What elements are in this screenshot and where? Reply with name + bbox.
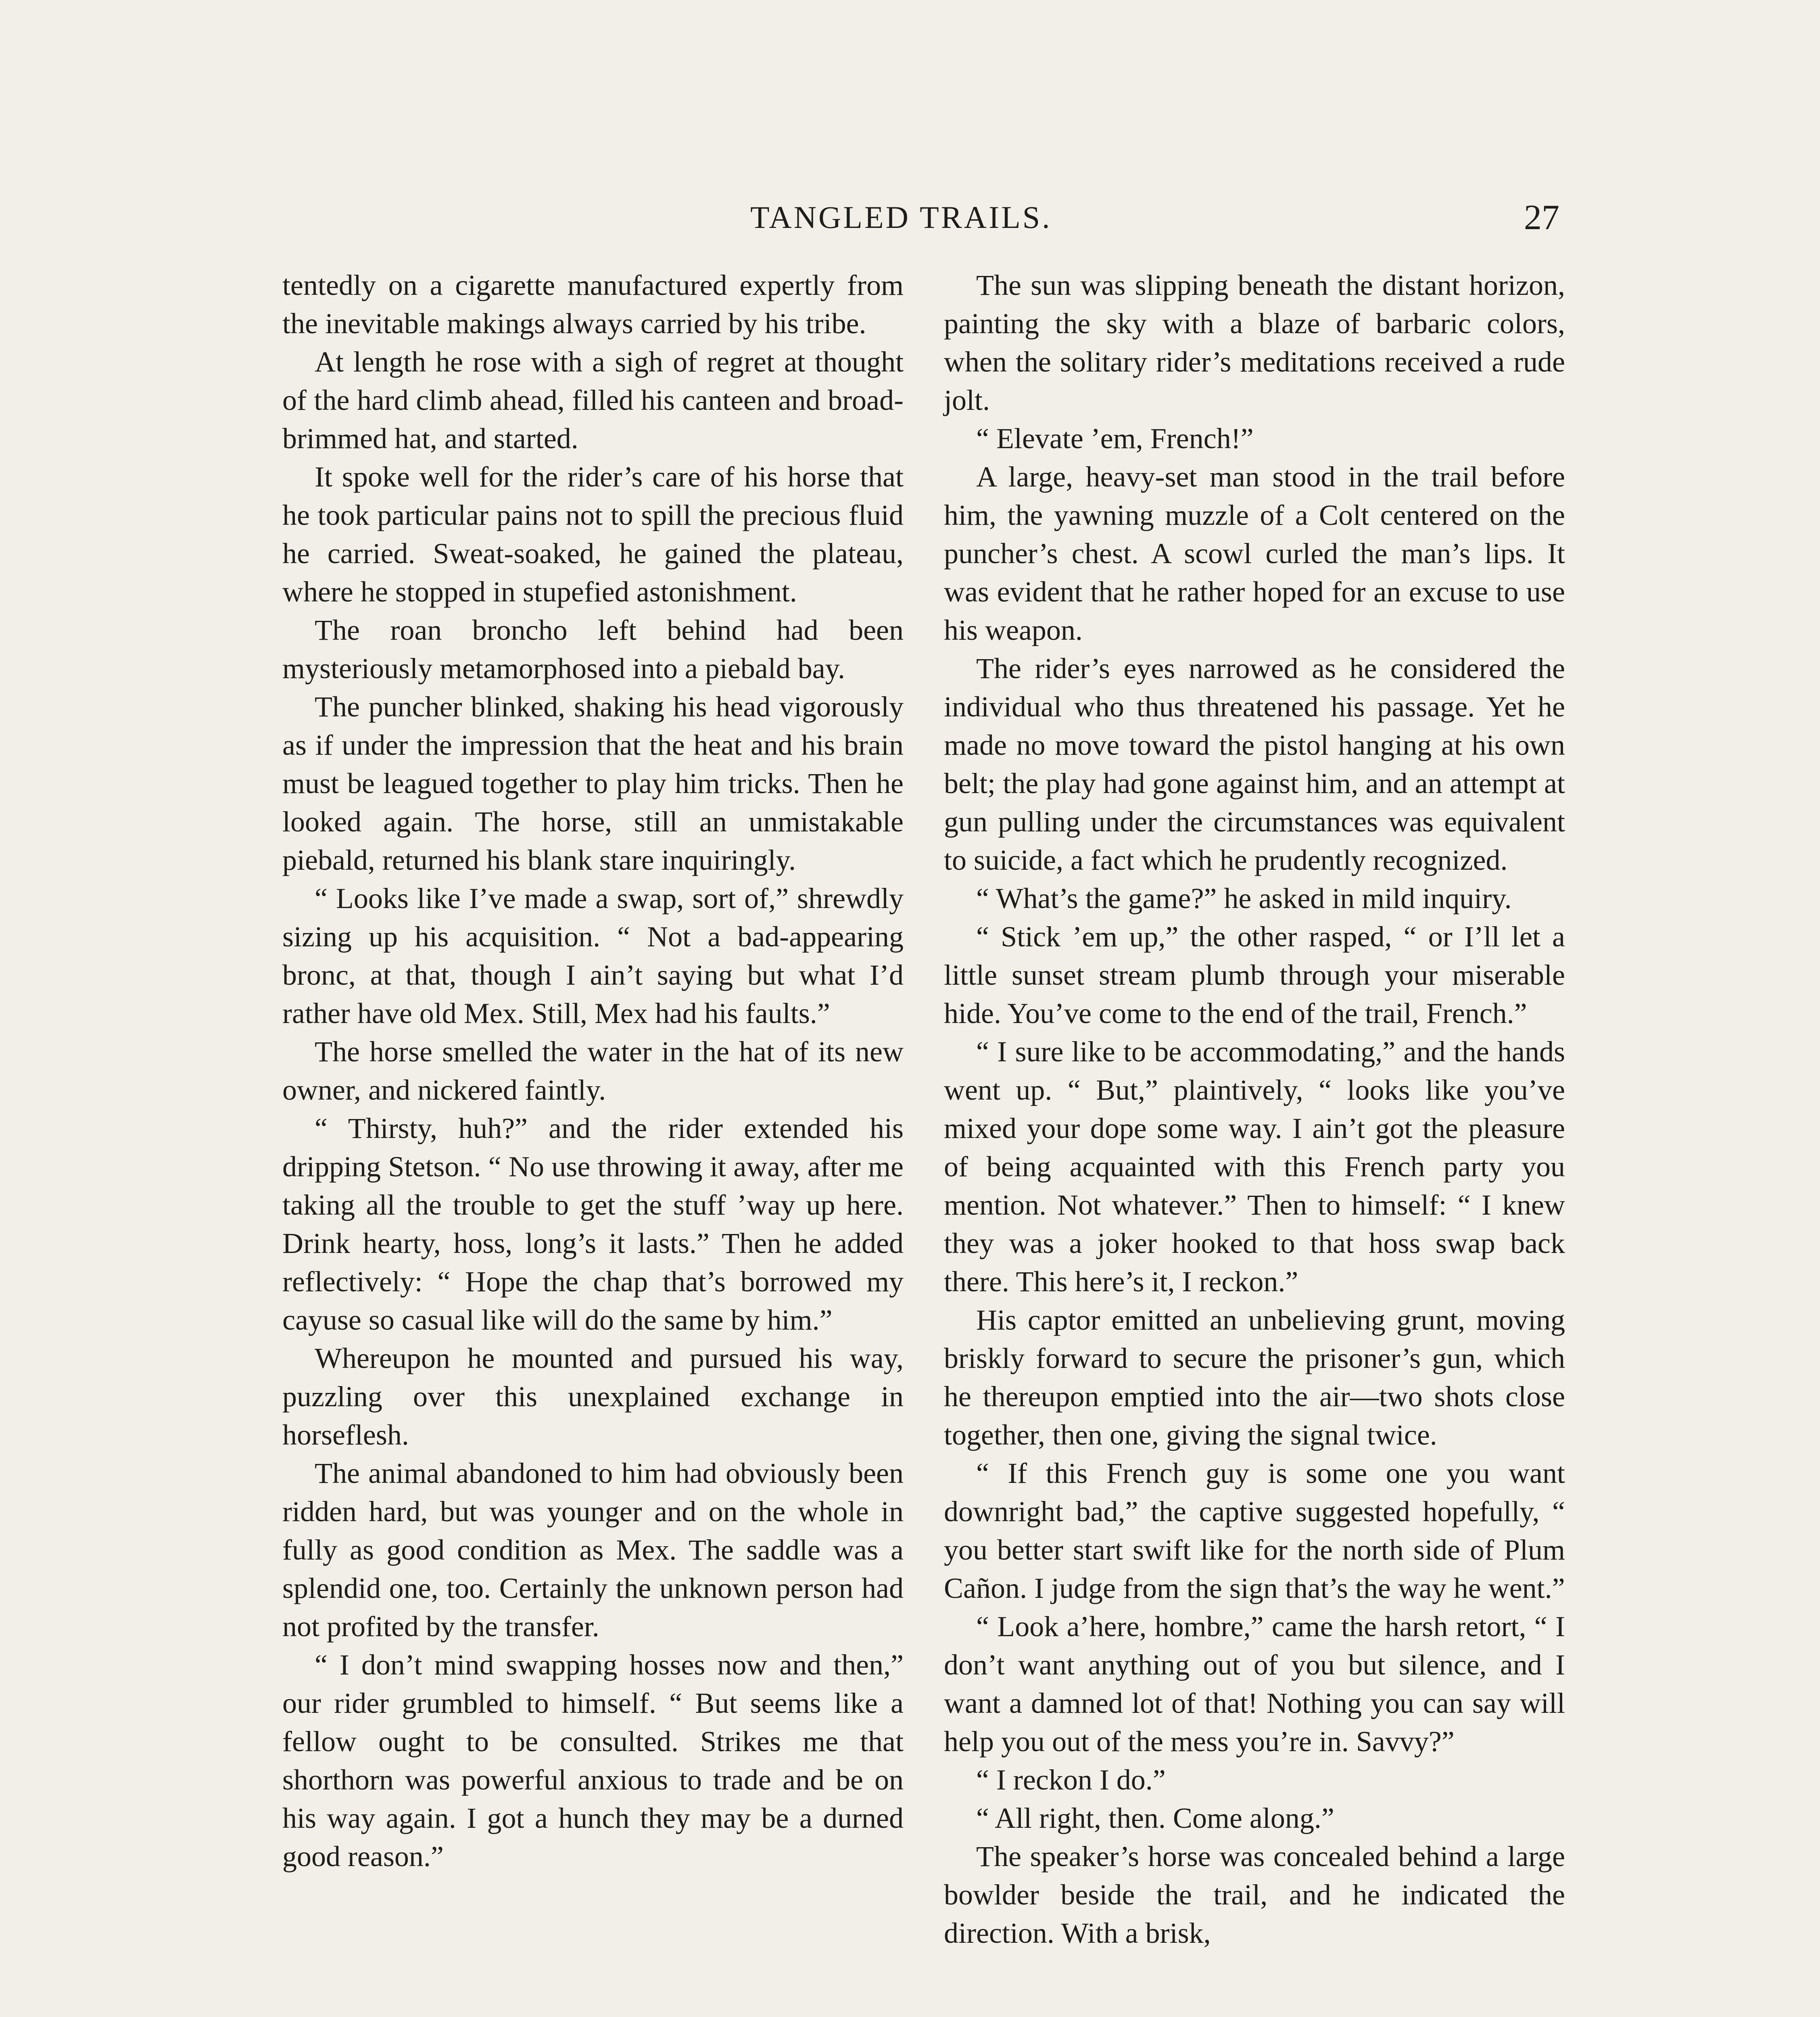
- paragraph: The rider’s eyes narrowed as he considered the individual who thus threatened his passage. Yet he made no move toward the pistol hanging at his own belt; the play had gone against him, and an attempt at gun pulling under the circumstances was equivalent to suicide, a fact which he prudently recognized.: [944, 652, 1565, 876]
- paragraph: The sun was slipping beneath the distant horizon, painting the sky with a blaze of barbaric colors, when the solitary rider’s meditations received a rude jolt.: [944, 269, 1565, 416]
- paragraph: “ Looks like I’ve made a swap, sort of,” shrewdly sizing up his acquisition. “ Not a bad-appearing bronc, at that, though I ain’t saying but what I’d rather have old Mex. Still, Mex had his faults.”: [282, 882, 904, 1029]
- paragraph: The roan broncho left behind had been mysteriously metamorphosed into a piebald bay.: [282, 614, 904, 685]
- paragraph: His captor emitted an unbelieving grunt, moving briskly forward to secure the prisoner’s gun, which he thereupon emptied into the air—two shots close together, then one, giving the signal twice.: [944, 1304, 1565, 1451]
- paragraph: Whereupon he mounted and pursued his way, puzzling over this unexplained exchange in horseflesh.: [282, 1342, 904, 1451]
- paragraph: The horse smelled the water in the hat of its new owner, and nickered faintly.: [282, 1036, 904, 1106]
- paragraph: tentedly on a cigarette manufactured expertly from the inevitable makings always carried by his tribe.: [282, 269, 904, 340]
- paragraph: At length he rose with a sigh of regret at thought of the hard climb ahead, filled his canteen and broad-brimmed hat, and started.: [282, 346, 904, 455]
- paragraph: “ Look a’here, hombre,” came the harsh retort, “ I don’t want anything out of you but silence, and I want a damned lot of that! Nothing you can say will help you out of the mess you’re in. Savvy?”: [944, 1610, 1565, 1758]
- paragraph: “ What’s the game?” he asked in mild inquiry.: [976, 882, 1512, 915]
- paragraph: The puncher blinked, shaking his head vigorously as if under the impression that the heat and his brain must be leagued together to play him tricks. Then he looked again. The horse, still an unmistakable piebald, returned his blank stare inquiringly.: [282, 691, 904, 876]
- paragraph: “ If this French guy is some one you want downright bad,” the captive suggested hopefully, “ you better start swift like for the north side of Plum Cañon. I judge from the sign that’s the way he went.”: [944, 1457, 1565, 1604]
- paragraph: “ All right, then. Come along.”: [976, 1802, 1334, 1834]
- paragraph: “ I don’t mind swapping hosses now and then,” our rider grumbled to himself. “ But seems like a fellow ought to be consulted. Strikes me that shorthorn was powerful anxious to trade and be on his way again. I got a hunch they may be a durned good reason.”: [282, 1649, 904, 1873]
- paragraph: “ Thirsty, huh?” and the rider extended his dripping Stetson. “ No use throwing it away, after me taking all the trouble to get the stuff ’way up here. Drink hearty, hoss, long’s it lasts.” Then he added reflectively: “ Hope the chap that’s borrowed my cayuse so casual like will do the same by him.”: [282, 1112, 904, 1336]
- paragraph: A large, heavy-set man stood in the trail before him, the yawning muzzle of a Colt centered on the puncher’s chest. A scowl curled the man’s lips. It was evident that he rather hoped for an excuse to use his weapon.: [944, 461, 1565, 646]
- left-text-column: [282, 266, 904, 1876]
- page-number: 27: [1524, 198, 1559, 237]
- paragraph: “ I reckon I do.”: [976, 1764, 1166, 1796]
- paragraph: “ Stick ’em up,” the other rasped, “ or I’ll let a little sunset stream plumb through your miserable hide. You’ve come to the end of the trail, French.”: [944, 921, 1565, 1029]
- paragraph: “ Elevate ’em, French!”: [976, 422, 1254, 455]
- running-title: TANGLED TRAILS.: [750, 200, 1052, 235]
- right-text-column: [944, 266, 1565, 1952]
- paragraph: It spoke well for the rider’s care of his horse that he took particular pains not to spill the precious fluid he carried. Sweat-soaked, he gained the plateau, where he stopped in stupefied astonishment.: [282, 461, 904, 608]
- paragraph: “ I sure like to be accommodating,” and the hands went up. “ But,” plaintively, “ looks like you’ve mixed your dope some way. I ain’t got the pleasure of being acquainted with this French party you mention. Not whatever.” Then to himself: “ I knew they was a joker hooked to that hoss swap back there. This here’s it, I reckon.”: [944, 1036, 1565, 1298]
- paragraph: The animal abandoned to him had obviously been ridden hard, but was younger and on the whole in fully as good condition as Mex. The saddle was a splendid one, too. Certainly the unknown person had not profited by the transfer.: [282, 1457, 904, 1643]
- paragraph: The speaker’s horse was concealed behind a large bowlder beside the trail, and he indicated the direction. With a brisk,: [944, 1840, 1565, 1949]
